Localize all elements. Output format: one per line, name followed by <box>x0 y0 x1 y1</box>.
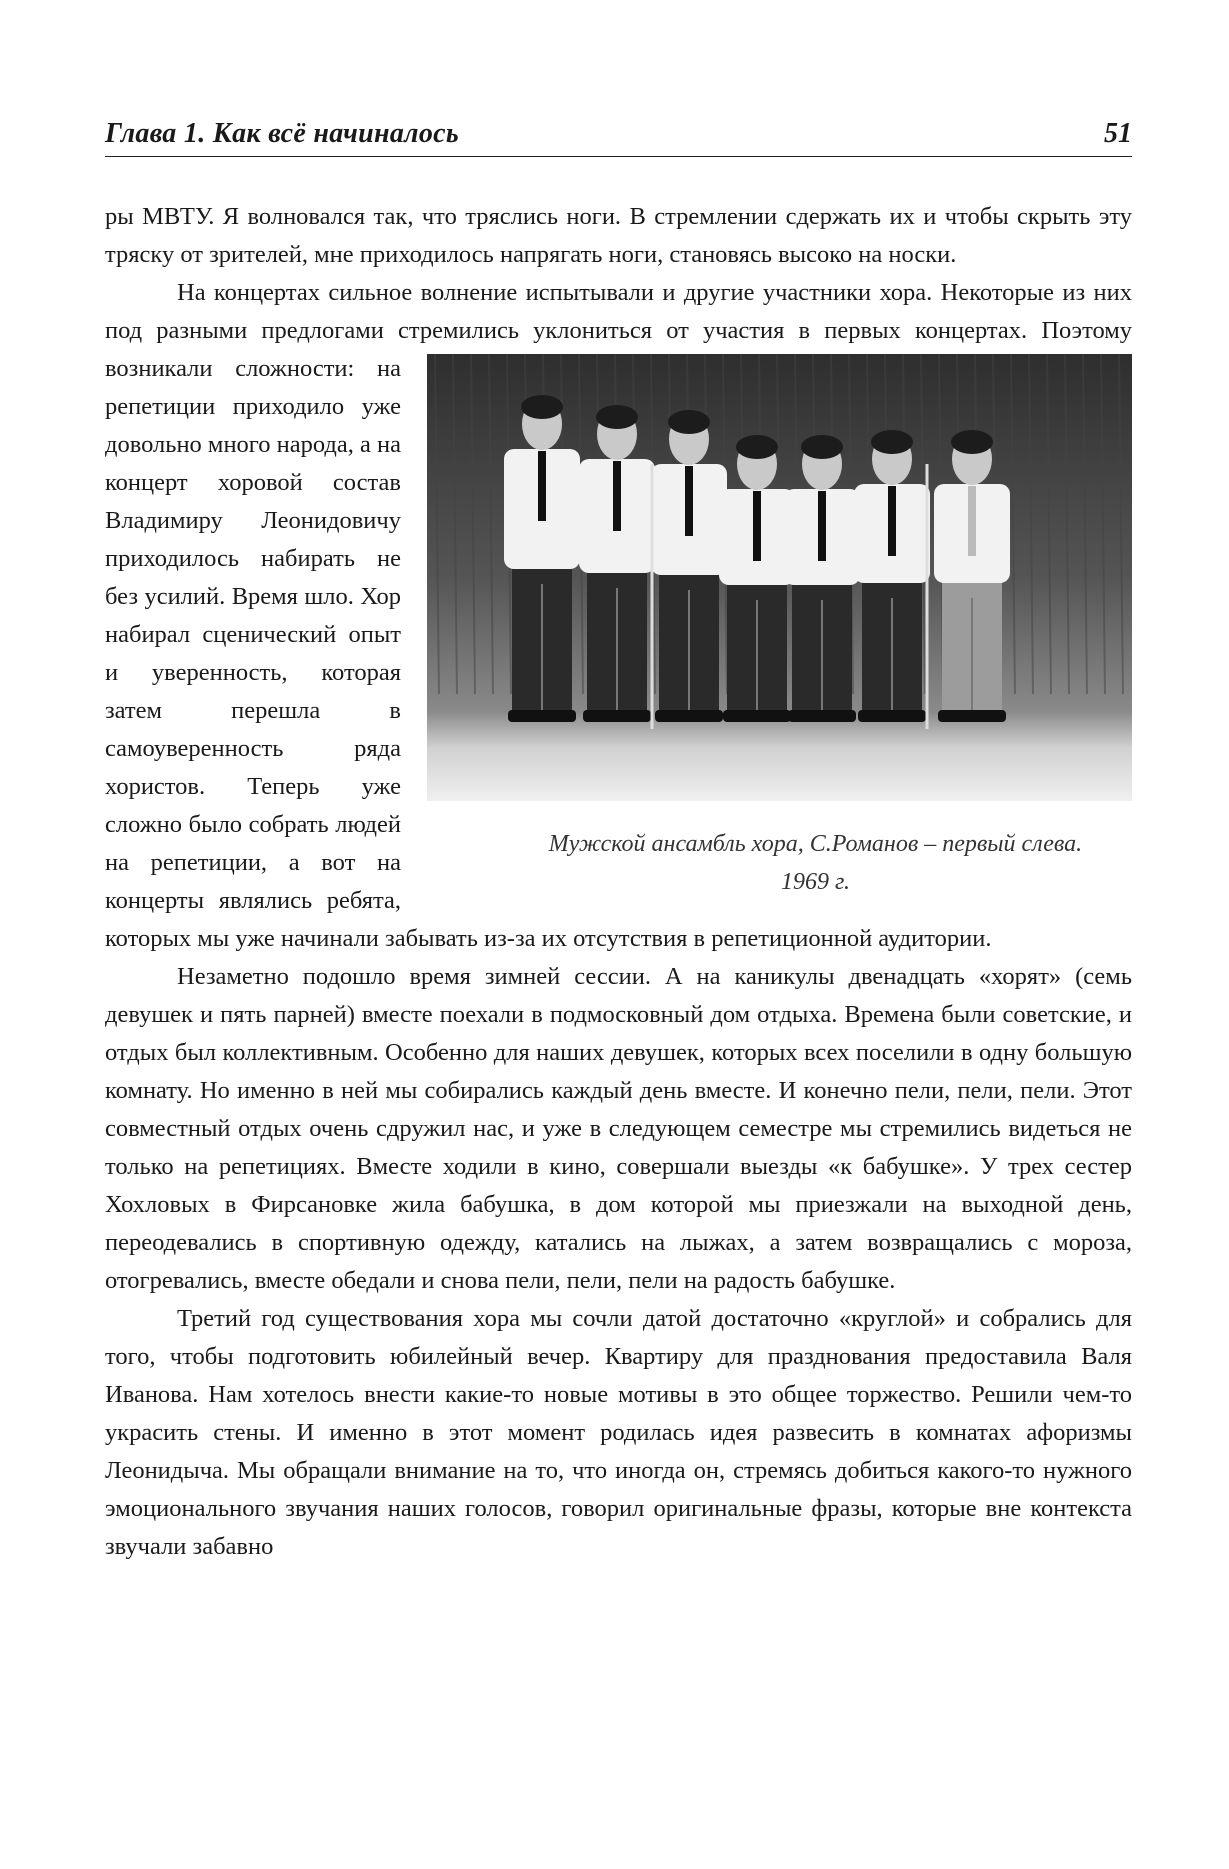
paragraph-3: Незаметно подошло время зимней сессии. А на каникулы двенадцать «хорят» (семь девушек и пять парней) вместе поехали в подмосковный дом отдыха. Времена были советские, и отдых был коллективным. Особенно для наших девушек, которых всех поселили в одну большую комнату. Но именно в ней мы собирались каждый день вместе. И конечно пели, пели, пели. Этот совместный отдых очень сдружил нас, и уже в следующем семестре мы стремились видеться не только на репетициях. Вместе ходили в кино, совершали выезды «к бабушке». У трех сестер Хохловых в Фирсановке жила бабушка, в дом которой мы приезжали на выходной день, переодевались в спортивную одежду, катались на лыжах, а затем возвращались с мороза, отогревались, вместе обедали и снова пели, пели, пели на радость бабушке. <box>105 963 1132 1294</box>
photo-caption <box>427 825 1132 901</box>
paragraph-2-rest: концертах. Поэтому возникали сложности: на репетиции приходило уже довольно много народа, а на концерт хоровой состав Владимиру Леонидовичу приходилось набирать не без усилий. Время шло. Хор набирал сценический опыт и уверенность, которая затем перешла в самоуверенность ряда хористов. Теперь уже сложно было собрать людей на репетиции, а вот на концерты являлись ребята, которых мы уже начинали забывать из-за их отсутствия в репетиционной аудитории. <box>105 317 1132 952</box>
page-number: 51 <box>1104 118 1132 149</box>
photo-figure <box>427 354 1132 907</box>
paragraph-2-start: На концертах сильное волнение испытывали и другие участники хора. Некоторые из них под разными предлогами стремились уклониться от участия в первых <box>105 279 1132 344</box>
paragraph-1: ры МВТУ. Я волновался так, что тряслись ноги. В стремлении сдержать их и чтобы скрыть эту тряску от зрителей, мне приходилось напрягать ноги, становясь высоко на носки. <box>105 203 1132 268</box>
paragraph-4: Третий год существования хора мы сочли датой достаточно «круглой» и собрались для того, чтобы подготовить юбилейный вечер. Квартиру для празднования предоставила Валя Иванова. Нам хотелось внести какие-то новые мотивы в это общее торжество. Решили чем-то украсить стены. И именно в этот момент родилась идея развесить в комнатах афоризмы Леонидыча. Мы обращали внимание на то, что иногда он, стремясь добиться какого-то нужного эмоционального звучания наших голосов, говорил оригинальные фразы, которые вне контекста звучали забавно <box>105 1305 1132 1560</box>
page-header <box>105 112 1132 157</box>
page-body <box>105 198 1132 1566</box>
chapter-title: Глава 1. Как всё начиналось <box>105 118 459 149</box>
paragraph-2 <box>105 274 1132 958</box>
choir-photo <box>427 354 1132 801</box>
caption-line-1: Мужской ансамбль хора, С.Романов – первый слева. <box>548 831 1083 857</box>
caption-line-2: 1969 г. <box>780 869 851 895</box>
